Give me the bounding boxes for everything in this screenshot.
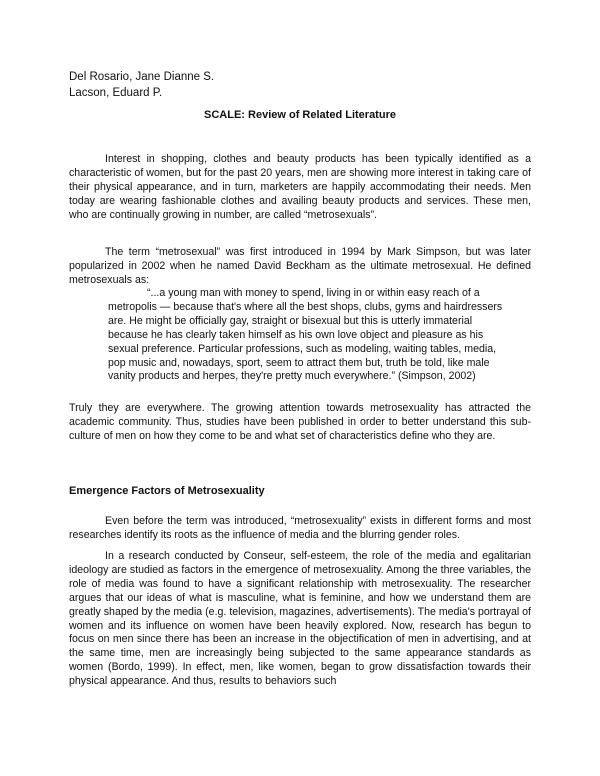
block-quote-simpson: “...a young man with money to spend, living in or within easy reach of a metropolis — because that's where all the best shops, clubs, gyms and hairdressers are. He might be officially gay, straight or bisexual but this is utterly immaterial because he has clearly taken himself as his own love object and pleasure as his sexual preference. Particular professions, such as modeling, waiting tables, media, pop music and, nowadays, sport, seem to attract them but, truth be told, like male vanity products and herpes, they're pretty much everywhere.” (Simpson, 2002) — [108, 287, 503, 383]
paragraph-everywhere: Truly they are everywhere. The growing attention towards metrosexuality has attracted the academic community. Thus, studies have been published in order to better understand this sub-culture of men on how they come to be and what set of characteristics define who they are. — [69, 402, 531, 442]
document-title: SCALE: Review of Related Literature — [204, 109, 396, 121]
author-name: Del Rosario, Jane Dianne S. — [69, 71, 215, 83]
author-name: Lacson, Eduard P. — [69, 87, 163, 99]
section-heading: Emergence Factors of Metrosexuality — [69, 485, 265, 497]
paragraph-conseur: In a research conducted by Conseur, self-esteem, the role of the media and egalitarian ideology are studied as factors in the emergence of metrosexuality. Among the three variables, the role of media was found to have a significant relationship with metrosexuality. The researcher argues that our ideas of what is masculine, what is feminine, and how we understand them are greatly shaped by the media (e.g. television, magazines, advertisements). The media's portrayal of women and its influence on women have been heavily explored. Now, research has begun to focus on men since there has been an increase in the objectification of men in advertising, and at the same time, men are increasingly being subjected to the same appearance standards as women (Bordo, 1999). In effect, men, like women, began to grow dissatisfaction towards their physical appearance. And thus, results to behaviors such — [69, 550, 531, 688]
paragraph-term-origin: The term “metrosexual” was first introduced in 1994 by Mark Simpson, but was later popularized in 2002 when he named David Beckham as the ultimate metrosexual. He defined metrosexuals as: — [69, 246, 531, 286]
paragraph-roots: Even before the term was introduced, “metrosexuality” exists in different forms and most researches identify its roots as the influence of media and the blurring gender roles. — [69, 515, 531, 541]
paragraph-intro: Interest in shopping, clothes and beauty products has been typically identified as a characteristic of women, but for the past 20 years, men are showing more interest in taking care of their physical appearance, and in turn, marketers are happily accommodating their needs. Men today are wearing fashionable clothes and availing beauty products and services. These men, who are continually growing in number, are called “metrosexuals”. — [69, 153, 531, 221]
author-list — [69, 69, 214, 101]
